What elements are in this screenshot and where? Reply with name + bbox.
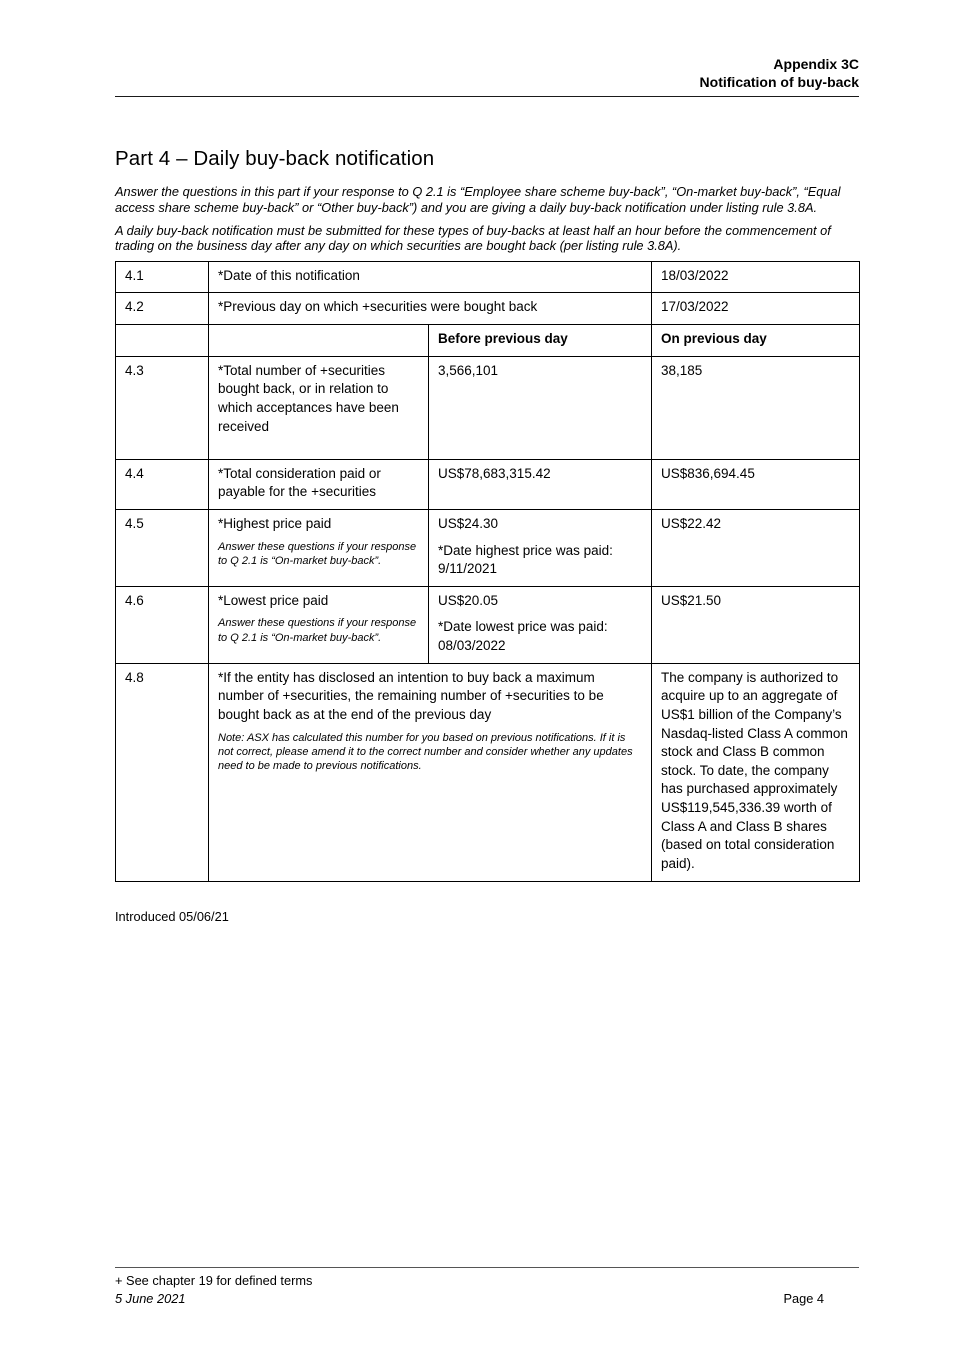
table-row-4-3	[116, 356, 860, 459]
footer-second-row	[115, 1291, 859, 1308]
empty-cell	[209, 325, 429, 357]
table-row-4-4	[116, 459, 860, 509]
row-label-note: Answer these questions if your response to Q 2.1 is “On-market buy-back”.	[218, 540, 417, 567]
table-column-header-row	[116, 325, 860, 357]
document-footer	[115, 1267, 859, 1307]
price-date: *Date highest price was paid: 9/11/2021	[438, 542, 613, 577]
cell-before-previous-day: 3,566,101	[429, 356, 652, 459]
table-row-4-6	[116, 586, 860, 663]
header-subtitle: Notification of buy-back	[699, 74, 859, 91]
cell-on-previous-day: US$836,694.45	[652, 459, 860, 509]
row-value: 17/03/2022	[652, 293, 860, 325]
row-value: 18/03/2022	[652, 261, 860, 293]
buyback-notification-table	[115, 261, 860, 882]
intro-section	[115, 184, 859, 253]
row-number: 4.8	[116, 663, 209, 881]
row-label-note: Note: ASX has calculated this number for you based on previous notifications. If it is not correct, please amend it to the correct number and consider whether any updates need to be made to previous notifications.	[218, 731, 633, 772]
table-row-4-2	[116, 293, 860, 325]
price-value: US$24.30	[438, 515, 499, 531]
document-header	[115, 55, 859, 97]
row-label-text: *Highest price paid	[218, 515, 332, 531]
row-number: 4.3	[116, 356, 209, 459]
column-header-before-previous-day: Before previous day	[429, 325, 652, 357]
row-label-text: *If the entity has disclosed an intention to buy back a maximum number of +securities, the remaining number of +securities to be bought back as at the end of the previous day	[218, 669, 604, 722]
cell-before-previous-day	[429, 586, 652, 663]
page-content	[115, 0, 859, 924]
header-appendix-label: Appendix 3C	[773, 56, 859, 72]
row-label: *Total number of +securities bought back, or in relation to which acceptances have been received	[209, 356, 429, 459]
intro-paragraph-1: Answer the questions in this part if your response to Q 2.1 is “Employee share scheme buy-back”, “On-market buy-back”, “Equal access share scheme buy-back” or “Other buy-back”) and you are giving a daily buy-back notification under listing rule 3.8A.	[115, 184, 841, 215]
row-label-text: *Lowest price paid	[218, 592, 329, 608]
row-label-note: Answer these questions if your response to Q 2.1 is “On-market buy-back”.	[218, 617, 417, 644]
row-number: 4.1	[116, 261, 209, 293]
row-label	[209, 509, 429, 586]
footer-date: 5 June 2021	[115, 1290, 186, 1306]
price-date: *Date lowest price was paid: 08/03/2022	[438, 619, 608, 654]
row-label: *Total consideration paid or payable for the +securities	[209, 459, 429, 509]
row-number: 4.5	[116, 509, 209, 586]
table-row-4-5	[116, 509, 860, 586]
row-label	[209, 663, 652, 881]
row-label: *Previous day on which +securities were bought back	[209, 293, 652, 325]
row-label: *Date of this notification	[209, 261, 652, 293]
cell-before-previous-day	[429, 509, 652, 586]
row-number: 4.2	[116, 293, 209, 325]
price-value: US$20.05	[438, 592, 499, 608]
empty-cell	[116, 325, 209, 357]
row-label	[209, 586, 429, 663]
page-title: Part 4 – Daily buy-back notification	[115, 147, 435, 171]
table-row-4-1	[116, 261, 860, 293]
intro-paragraph-2: A daily buy-back notification must be submitted for these types of buy-backs at least half an hour before the commencement of trading on the business day after any day on which securities are bought back (per listing rule 3.8A).	[115, 222, 831, 254]
column-header-on-previous-day: On previous day	[652, 325, 860, 357]
cell-on-previous-day: 38,185	[652, 356, 860, 459]
footer-defined-terms: + See chapter 19 for defined terms	[115, 1273, 313, 1288]
cell-before-previous-day: US$78,683,315.42	[429, 459, 652, 509]
cell-remaining-securities-answer: The company is authorized to acquire up to an aggregate of US$1 billion of the Company’s Nasdaq-listed Class A common stock and Class B common stock. To date, the company has purchased approximately US$119,545,336.39 worth of Class A and Class B shares (based on total consideration paid).	[652, 663, 860, 881]
cell-on-previous-day: US$22.42	[652, 509, 860, 586]
page-number: Page 4	[783, 1290, 824, 1306]
cell-on-previous-day: US$21.50	[652, 586, 860, 663]
table-row-4-8	[116, 663, 860, 881]
introduced-note: Introduced 05/06/21	[115, 908, 229, 924]
row-number: 4.4	[116, 459, 209, 509]
row-number: 4.6	[116, 586, 209, 663]
